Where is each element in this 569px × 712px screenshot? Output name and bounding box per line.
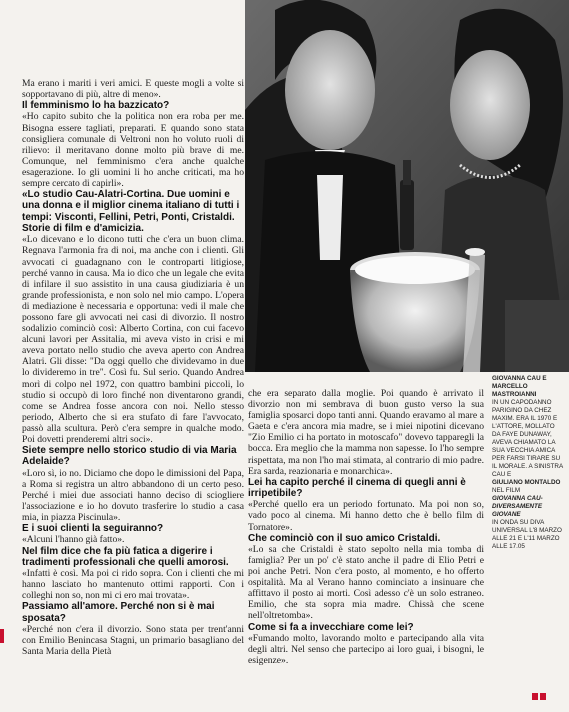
paragraph: «Loro sì, io no. Diciamo che dopo le dimissioni del Papa, a Roma si registra un altro abbandono di un certo peso. Perché i miei due associati hanno deciso di sciogliere l'associazione e io ho dovuto trasferire lo studio a casa mia, in piazza Piscinula».	[22, 467, 244, 524]
paragraph: Ma erano i mariti i veri amici. E queste mogli a volte si sopportavano di più, altre di meno».	[22, 78, 244, 101]
end-square	[540, 693, 546, 700]
photo-caption	[492, 375, 564, 551]
interview-question: Siete sempre nello storico studio di via Maria Adelaide?	[22, 445, 237, 468]
interview-question: Come si fa a invecchiare come lei?	[248, 621, 414, 633]
caption-text: IN ONDA SU DIVA UNIVERSAL L'8 MARZO ALLE 21 E L'11 MARZO ALLE 17.05	[492, 519, 562, 550]
end-square	[532, 693, 538, 700]
interview-question: E i suoi clienti la seguiranno?	[22, 523, 164, 535]
caption-text: IN UN CAPODANNO PARIGINO DA CHEZ MAXIM. ERA IL 1970 E L'ATTORE, MOLLATO DA FAYE DUNAWAY, AVEVA CHIAMATO LA SUA VECCHIA AMICA PER FARSI TIRARE SU IL MORALE. A SINISTRA CAU E	[492, 399, 563, 478]
end-of-article-mark	[532, 693, 548, 700]
caption-film-title: GIOVANNA CAU-DIVERSAMENTE GIOVANE	[492, 495, 543, 518]
column-1	[22, 78, 244, 657]
paragraph: «Perché non c'era il divorzio. Sono stata per trent'anni con Emilio Benincasa Stagni, un primario basagliano del Santa Maria della Pietà	[22, 624, 244, 658]
caption-names: GIOVANNA CAU E MARCELLO MASTROIANNI	[492, 375, 547, 398]
interview-question: Passiamo all'amore. Perché non si è mai sposata?	[22, 601, 215, 624]
photo-image	[245, 0, 569, 372]
paragraph: che era separato dalla moglie. Poi quando è arrivato il divorzio non mi sembrava di buon gusto verso la sua famiglia sposarci dopo tanti anni. Quando eravamo al mare a Gaeta e c'era ancora mia madre, se i miei nipotini dicevano "Zio Emilio ci ha portato in motoscafo" dovevo tapparegli la bocca. Era meglio che la mamma non sapesse. Io l'ho sempre rispettata, ma non l'ho mai stimata, al contrario di mio padre. Era sarda, reazionaria e monarchica».	[248, 388, 484, 477]
interview-question: «Lo studio Cau-Alatri-Cortina. Due uomini e una donna e il miglior cinema italiano di tutti i tempi: Visconti, Fellini, Petri, Ponti, Cristaldi. Storie di film e d'amicizia.	[22, 189, 240, 235]
paragraph: «Ho capito subito che la politica non era roba per me. Bisogna essere tagliati, preparati. E quando sono stata consigliera comunale di Veltroni non ho voluto ruoli di rilievo: il meritavano donne molto più brave di me. Comunque, nel femminismo c'era anche qualche esagerazione. Io gli uomini li ho anche criticati, ma ho sempre cercato di capirli».	[22, 111, 244, 190]
interview-question: Lei ha capito perché il cinema di quegli anni è irripetibile?	[248, 476, 466, 500]
interview-question: Nel film dice che fa più fatica a digerire i tradimenti professionali che quelli amorosi.	[22, 545, 229, 568]
photo-cau-mastroianni	[245, 0, 569, 372]
paragraph: «Lo sa che Cristaldi è stato sepolto nella mia tomba di famiglia? Per un po' c'è stato anche il padre di Elio Petri e poi anche Petri. Non c'era posto, al momento, e ho offerto ospitalità. Ma al Verano hanno cominciato a insinuare che affittavo il posto ai morti. Così adesso c'è un solo estraneo. Emilio, che sta sopra mia madre. Chissà che scene nell'oltretomba».	[248, 543, 484, 622]
paragraph: «Alcuni l'hanno già fatto».	[22, 534, 125, 546]
interview-question: Il femminismo lo ha bazzicato?	[22, 100, 170, 112]
margin-marker	[0, 629, 4, 643]
caption-names: GIULIANO MONTALDO	[492, 479, 561, 486]
paragraph: «Perché quello era un periodo fortunato. Ma poi non so, vado poco al cinema. Mi hanno detto che è bello film di Tornatore».	[248, 499, 484, 533]
paragraph: «Infatti è così. Ma poi ci rido sopra. Con i clienti che mi hanno lasciato ho mantenuto ottimi rapporti. Con i colleghi non so, non mi ci ero mai trovata».	[22, 568, 244, 602]
interview-question: Che cominciò con il suo amico Cristaldi.	[248, 532, 441, 544]
column-2	[248, 388, 484, 666]
paragraph: «Lo dicevano e lo dicono tutti che c'era un buon clima. Regnava l'armonia fra di noi, ma anche con i clienti. Gli avvocati ci guadagnano con le controparti litigiose, perché vanno in causa. Ma io dico che un legale che evita di infilare il suo assistito in una causa giudiziaria è un grande professionista, e non solo nel mio campo. L'opera di mediazione è necessaria e opportuna: vedi il male che possono fare gli avvocati nei casi di divorzio. Il nostro sodalizio cominciò così: Alberto Cortina, con cui facevo alcuni lavori per Assitalia, mi aveva visto in crisi e mi aveva portato nello studio che aveva aperto con Andrea Alatri. Gli disse: "Da oggi quello che dividevamo in due lo divideremo in tre". Così fu. Sul serio. Quando Andrea morì di colpo nel 1972, con quattro bambini piccoli, lo studio si occupò di loro finché non diventarono grandi, come se Andrea fosse ancora con noi. Nello stesso periodo, Alberto che si era stufato di fare l'avvocato, passò alla scultura. Però c'era sempre in qualche modo. Poi dovetti prenderemi altri soci».	[22, 234, 244, 446]
paragraph: «Fumando molto, lavorando molto e partecipando alla vita degli altri. Nel senso che partecipo ai loro guai, i bisogni, le esigenze».	[248, 632, 484, 667]
caption-text: NEL FILM	[492, 487, 521, 494]
